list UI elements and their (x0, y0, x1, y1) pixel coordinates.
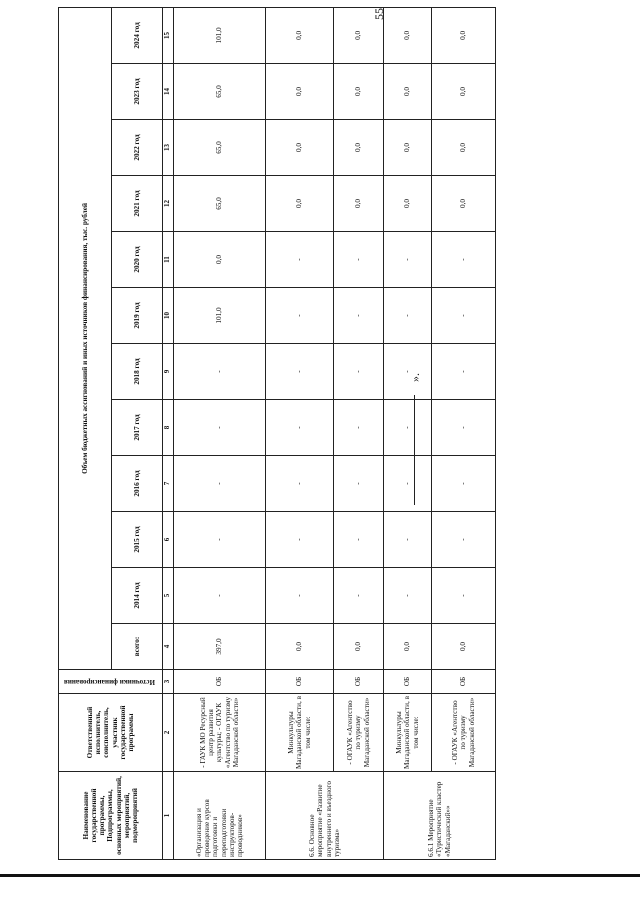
landscape-content (58, 8, 610, 860)
year-value-cell: - (266, 456, 334, 512)
total-cell: 0,0 (432, 624, 496, 670)
source-cell: ОБ (266, 670, 334, 694)
year-value-cell: - (384, 568, 432, 624)
index-cell: 10 (163, 288, 174, 344)
index-row (163, 7, 174, 859)
year-value-cell: - (334, 400, 384, 456)
year-value-cell: 0,0 (384, 176, 432, 232)
table-row (334, 7, 384, 859)
header-year: 2021 год (112, 176, 163, 232)
header-source: Источники финансирования (63, 678, 155, 687)
year-value-cell: - (174, 568, 266, 624)
executor-cell: - ОГАУК «Агентство по туризму Магаданской области» (432, 694, 496, 772)
header-program-name: Наименование государственной программы, Подпрограммы, основных мероприятий, мероприятий, подмероприятий (59, 772, 163, 860)
header-year: 2022 год (112, 120, 163, 176)
year-value-cell: - (334, 456, 384, 512)
index-cell: 5 (163, 568, 174, 624)
index-cell: 3 (163, 670, 174, 694)
year-value-cell: - (432, 400, 496, 456)
page-number: 55 (372, 8, 386, 20)
year-value-cell: 0,0 (266, 176, 334, 232)
index-cell: 11 (163, 232, 174, 288)
year-value-cell: - (334, 568, 384, 624)
header-row-top (59, 7, 112, 859)
program-name-cell: «Организация и проведение курсов подготовки и переподготовки инструкторов-проводников» (174, 772, 266, 860)
table-row (432, 7, 496, 859)
index-cell: 8 (163, 400, 174, 456)
header-year: 2014 год (112, 568, 163, 624)
header-year: 2016 год (112, 456, 163, 512)
year-value-cell: 0,0 (334, 64, 384, 120)
index-cell: 2 (163, 694, 174, 772)
header-year: 2024 год (112, 7, 163, 63)
total-cell: 0,0 (266, 624, 334, 670)
index-cell: 6 (163, 512, 174, 568)
total-cell: 397,0 (174, 624, 266, 670)
source-cell: ОБ (432, 670, 496, 694)
year-value-cell: 0,0 (334, 120, 384, 176)
source-cell: ОБ (174, 670, 266, 694)
year-value-cell: - (384, 400, 432, 456)
year-value-cell: - (334, 512, 384, 568)
header-year: 2023 год (112, 64, 163, 120)
header-total: всего: (112, 624, 163, 670)
index-cell: 4 (163, 624, 174, 670)
year-value-cell: - (432, 512, 496, 568)
year-value-cell: 101,0 (174, 288, 266, 344)
year-value-cell: - (334, 344, 384, 400)
year-value-cell: - (384, 288, 432, 344)
year-value-cell: - (174, 512, 266, 568)
year-value-cell: - (174, 344, 266, 400)
executor-cell: Минкультуры Магаданской области, в том числе: (384, 694, 432, 772)
year-value-cell: 0,0 (432, 7, 496, 63)
header-year: 2015 год (112, 512, 163, 568)
year-value-cell: 65,0 (174, 64, 266, 120)
header-source-cell (59, 670, 163, 694)
year-value-cell: - (266, 400, 334, 456)
table-row (266, 7, 334, 859)
executor-cell: Минкультуры Магаданской области, в том числе: (266, 694, 334, 772)
header-year: 2018 год (112, 344, 163, 400)
page-bottom-rule (0, 874, 640, 877)
year-value-cell: - (334, 288, 384, 344)
index-cell: 13 (163, 120, 174, 176)
year-value-cell: 0,0 (384, 120, 432, 176)
table-body (174, 7, 496, 859)
year-value-cell: - (384, 232, 432, 288)
executor-cell: - ГАУК МО Ресурсный центр развития культуры; - ОГАУК «Агентство по туризму Магаданской области» (174, 694, 266, 772)
index-cell: 14 (163, 64, 174, 120)
rotated-page (58, 8, 610, 860)
index-cell: 9 (163, 344, 174, 400)
source-cell: ОБ (334, 670, 384, 694)
program-name-cell: 6.6. Основное мероприятие «Развитие внутреннего и въездного туризма» (266, 772, 384, 860)
header-year: 2019 год (112, 288, 163, 344)
year-value-cell: - (266, 568, 334, 624)
source-cell: ОБ (384, 670, 432, 694)
executor-cell: - ОГАУК «Агентство по туризму Магаданской области» (334, 694, 384, 772)
year-value-cell: - (432, 288, 496, 344)
total-cell: 0,0 (384, 624, 432, 670)
year-value-cell: 101,0 (174, 7, 266, 63)
table-row (174, 7, 266, 859)
year-value-cell: 0,0 (432, 64, 496, 120)
year-value-cell: - (174, 456, 266, 512)
year-value-cell: 65,0 (174, 120, 266, 176)
year-value-cell: 0,0 (174, 232, 266, 288)
header-funding-group: Объем бюджетных ассигнований и иных источников финансирования, тыс. рублей (59, 7, 112, 669)
index-cell: 12 (163, 176, 174, 232)
index-cell: 7 (163, 456, 174, 512)
header-year: 2020 год (112, 232, 163, 288)
year-value-cell: - (266, 344, 334, 400)
header-year: 2017 год (112, 400, 163, 456)
closing-line (414, 395, 415, 505)
program-name-cell: 6.6.1 Мероприятие «Туристический кластер «Магаданский»» (384, 772, 496, 860)
year-value-cell: - (384, 512, 432, 568)
year-value-cell: - (266, 288, 334, 344)
year-value-cell: - (432, 344, 496, 400)
year-value-cell: - (266, 512, 334, 568)
year-value-cell: - (266, 232, 334, 288)
closing-mark (408, 373, 422, 505)
year-value-cell: 0,0 (384, 7, 432, 63)
year-value-cell: - (384, 456, 432, 512)
year-value-cell: 0,0 (334, 176, 384, 232)
year-value-cell: - (174, 400, 266, 456)
financing-table (58, 7, 496, 860)
closing-quote: ». (408, 373, 422, 382)
header-executor: Ответственный исполнитель, соисполнитель, участник государственной программы (59, 694, 163, 772)
total-cell: 0,0 (334, 624, 384, 670)
year-value-cell: 0,0 (266, 64, 334, 120)
year-value-cell: 0,0 (266, 7, 334, 63)
year-value-cell: - (432, 456, 496, 512)
year-value-cell: - (334, 232, 384, 288)
year-value-cell: 0,0 (432, 120, 496, 176)
index-cell: 1 (163, 772, 174, 860)
year-value-cell: 65,0 (174, 176, 266, 232)
year-value-cell: 0,0 (384, 64, 432, 120)
year-value-cell: - (432, 232, 496, 288)
year-value-cell: - (384, 344, 432, 400)
year-value-cell: 0,0 (334, 7, 384, 63)
year-value-cell: 0,0 (266, 120, 334, 176)
index-cell: 15 (163, 7, 174, 63)
year-value-cell: - (432, 568, 496, 624)
year-value-cell: 0,0 (432, 176, 496, 232)
